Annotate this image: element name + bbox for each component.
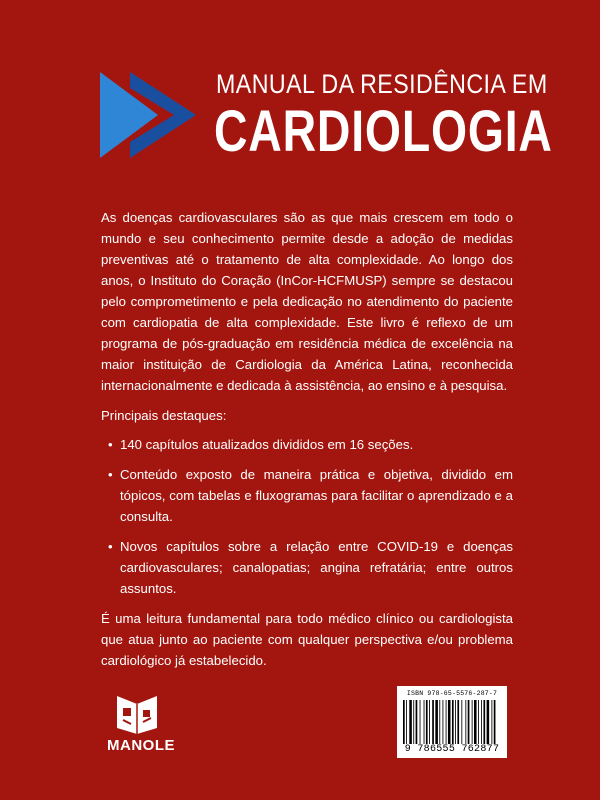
barcode-bar (461, 700, 462, 744)
barcode-bar (403, 700, 405, 744)
barcode-bar (452, 700, 454, 744)
highlight-item: • 140 capítulos atualizados divididos em 16 seções. (101, 434, 513, 455)
barcode-bar (429, 700, 430, 744)
barcode-bar (481, 700, 482, 744)
barcode-bar (413, 700, 414, 744)
barcode-bar (426, 700, 428, 744)
barcode-bar (446, 700, 447, 744)
barcode-bar (483, 700, 485, 744)
book-title: CARDIOLOGIA (214, 99, 553, 164)
barcode-bar (474, 700, 477, 744)
series-title: MANUAL DA RESIDÊNCIA EM (216, 69, 548, 99)
barcode-bar (406, 700, 407, 744)
barcode-bar (457, 700, 459, 744)
barcode-bar (420, 700, 421, 744)
barcode-bar (465, 700, 466, 744)
barcode-bar (439, 700, 440, 744)
barcode-digits: 9 786555 762877 (404, 744, 500, 755)
barcode-bar (478, 700, 479, 744)
highlights-heading: Principais destaques: (101, 408, 227, 423)
highlight-item: • Novos capítulos sobre a relação entre COVID-19 e doenças cardiovasculares; canalopatias; angina refratária; entre outros assuntos. (101, 536, 513, 599)
highlight-item: • Conteúdo exposto de maneira prática e objetiva, dividido em tópicos, com tabelas e fluxogramas para facilitar o aprendizado e a consulta. (101, 464, 513, 527)
highlights-list (101, 434, 513, 599)
barcode-bar (416, 700, 418, 744)
barcode-bar (494, 700, 496, 744)
barcode-bar (472, 700, 473, 744)
publisher-name: MANOLE (107, 737, 175, 754)
barcode-bar (448, 700, 451, 744)
barcode (397, 686, 507, 758)
barcode-bar (468, 700, 470, 744)
barcode-bar (424, 700, 425, 744)
barcode-bar (443, 700, 444, 744)
back-cover-text (101, 207, 513, 671)
barcode-bar (487, 700, 490, 744)
barcode-bar (491, 700, 492, 744)
barcode-bar (435, 700, 438, 744)
barcode-bar (409, 700, 412, 744)
manole-logo-icon (113, 688, 161, 736)
barcode-bars (403, 700, 501, 744)
closing-paragraph: É uma leitura fundamental para todo médico clínico ou cardiologista que atua junto ao paciente com qualquer perspectiva e/ou problema cardiológico já estabelecido. (101, 611, 513, 668)
isbn-number: ISBN 978-65-5576-287-7 (406, 690, 498, 697)
barcode-bar (432, 700, 434, 744)
double-arrow-icon (100, 72, 196, 158)
intro-paragraph: As doenças cardiovasculares são as que mais crescem em todo o mundo e seu conhecimento permite desde a adoção de medidas preventivas até o tratamento de alta complexidade. Ao longo dos anos, o Instituto do Coração (InCor-HCFMUSP) sempre se destacou pelo comprometimento e pela dedicação no atendimento do paciente com cardiopatia de alta complexidade. Este livro é reflexo de um programa de pós-graduação em residência médica de excelência na maior instituição de Cardiologia da América Latina, reconhecida internacionalmente e dedicada à assistência, ao ensino e à pesquisa. (101, 210, 513, 393)
barcode-bar (455, 700, 456, 744)
